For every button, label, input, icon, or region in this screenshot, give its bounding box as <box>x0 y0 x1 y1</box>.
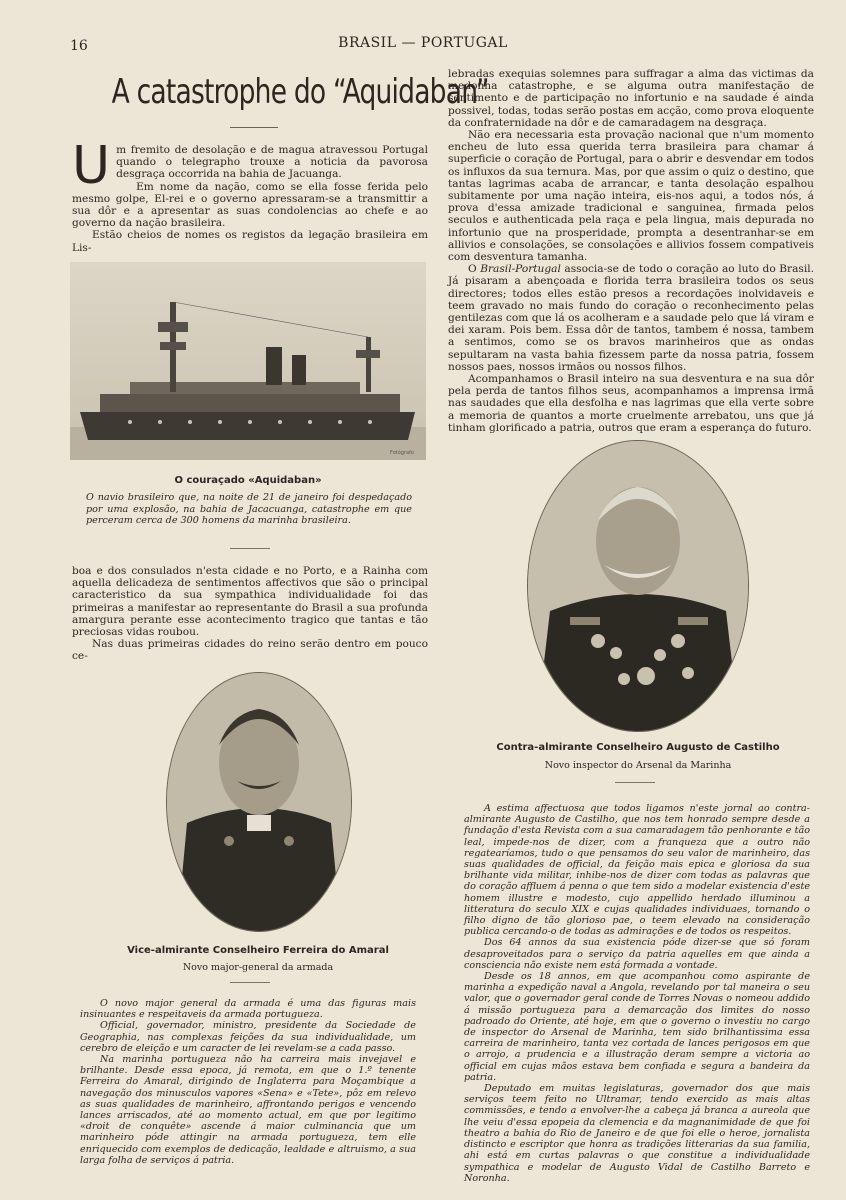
castilho-paragraph-4: Deputado em muitas legislaturas, governador dos que mais serviços teem feito no Ultramar, tendo exercido as mais altas commissões, e tendo a envolver-lhe a cabeça já branca a aureola que lhe veiu d'essa epopeia da clemencia e da magnanimidade de que foi theatro a bahia do Rio de Janeiro e de que foi elle o heroe, jornalista distincto e escriptor que honra as tradições litterarias da sua familia, ahi está em curtas palavras o que constitue a individualidade sympathica e modelar de Augusto Vidal de Castilho Barreto e Noronha. <box>464 1083 810 1184</box>
title-rule <box>230 127 278 128</box>
castilho-text <box>464 803 810 1184</box>
photographer-mark: Fotógrafo <box>390 450 414 456</box>
dropcap: U <box>72 136 111 196</box>
amaral-subcaption: Novo major-general da armada <box>182 962 334 973</box>
right-paragraph-3-start: O <box>468 263 481 276</box>
castilho-portrait <box>527 440 749 732</box>
intro-paragraph-3: Estão cheios de nomes os registos da legação brasileira em Lis- <box>72 229 428 254</box>
amaral-portrait <box>166 672 352 932</box>
castilho-paragraph-1: A estima affectuosa que todos ligamos n'este jornal ao contra-almirante Augusto de Castilho, que nos tem honrado sempre desde a fundação d'esta Revista com a sua camaradagem tão penhorante e tão leal, impede-nos de dizer, com a franqueza que a outro não regatearíamos, tudo o que pensamos do seu valor de marinheiro, das suas qualidades de official, da feição mais epica e gloriosa da sua brilhante vida militar, inhibe-nos de dizer com todas as palavras que do coração affluem á penna o que tem sido a modelar existencia d'este homem illustre e modesto, cujo appellido herdado illuminou a litteratura do seculo XIX e cujas qualidades individuaes, tornando o filho digno de tão glorioso pae, o teem elevado na consideração publica cercando-o de todas as admirações e de todos os respeitos. <box>464 803 810 938</box>
right-paragraph-1: lebradas exequias solemnes para suffragar a alma das victimas da medonha catastrophe, e se alguma outra manifestação de sentimento e de participação no infortunio e na saudade é ainda possivel, todas, todas serão postas em acção, como prova eloquente da confraternidade na dôr e de camaradagem na desgraça. <box>448 68 814 129</box>
ship-subcaption: O navio brasileiro que, na noite de 21 de janeiro foi despedaçado por uma explosão, na bahia de Jacacuanga, catastrophe em que perceram cerca de 300 homens da marinha brasileira. <box>86 492 412 526</box>
left-column-intro <box>72 136 428 254</box>
right-paragraph-2: Não era necessaria esta provação nacional que n'um momento encheu de luto essa querida terra brasileira para chamar á superficie o coração de Portugal, para o abrir e desvendar em todos os influxos da sua ternura. Mas, por que assim o quiz o destino, que tantas lagrimas acaba de arrancar, e tanta desolação espalhou subitamente por uma nação inteira, eis-nos aqui, a todos nós, á prova d'essa amizade tradicional e sanguinea, firmada pelos seculos e authenticada pela raça e pela lingua, mais depurada no infortunio que na prosperidade, prompta a desentranhar-se em allivios e consolações, se consolações e allivios fossem compativeis com desventura tamanha. <box>448 129 814 264</box>
separator-rule <box>230 548 270 549</box>
portrait-castilho-illustration <box>528 441 748 731</box>
left-column-continuation <box>72 565 428 663</box>
amaral-paragraph-3: Na marinha portugueza não ha carreira mais invejavel e brilhante. Desde essa epoca, já remota, em que o 1.º tenente Ferreira do Amaral, dirigindo de Inglaterra para Moçambique a navegação dos minusculos vapores «Sena» e «Tete», pôz em relevo as suas qualidades de marinheiro, affrontando perigos e vencendo lances arriscados, até ao momento actual, em que por legitimo «droit de conquête» ascende á maior culminancia que um marinheiro póde attingir na armada portugueza, tem elle enriquecido com exemplos de dedicação, lealdade e altruismo, a sua larga folha de serviços á patria. <box>80 1054 416 1166</box>
body-paragraph-5: Nas duas primeiras cidades do reino serão dentro em pouco ce- <box>72 638 428 663</box>
ship-caption: O couraçado «Aquidaban» <box>174 475 322 486</box>
body-paragraph-4: boa e dos consulados n'esta cidade e no Porto, e a Rainha com aquella delicadeza de sentimentos affectivos que são o principal caracteristico da sua sympathica individualidade foi das primeiras a manifestar ao representante do Brasil a sua profunda amargura perante esse acontecimento tragico que tantas e tão preciosas vidas roubou. <box>72 565 428 639</box>
right-paragraph-4: Acompanhamos o Brasil inteiro na sua desventura e na sua dôr pela perda de tantos filhos seus, acompanhamos a imprensa irmã nas saudades que ella desfolha e nas lagrimas que ella verte sobre a memoria de quantos a morte cruelmente arrebatou, uns que já tinham glorificado a patria, outros que eram a esperança do futuro. <box>448 373 814 434</box>
separator-rule-3 <box>615 782 655 783</box>
right-column-text <box>448 68 814 434</box>
amaral-paragraph-1: O novo major general da armada é uma das figuras mais insinuantes e respeitaveis da armada portugueza. <box>80 998 416 1021</box>
publication-name: Brasil-Portugal <box>480 263 561 276</box>
ship-illustration <box>70 262 426 460</box>
intro-paragraph-2: Em nome da nação, como se ella fosse ferida pelo mesmo golpe, El-rei e o governo apressaram-se a transmittir a sua dôr e a apresentar as suas condolencias ao chefe e ao governo da nação brasileira. <box>72 180 428 230</box>
amaral-caption: Vice-almirante Conselheiro Ferreira do Amaral <box>127 945 389 956</box>
publication-header: BRASIL — PORTUGAL <box>338 35 508 51</box>
castilho-paragraph-2: Dos 64 annos da sua existencia póde dizer-se que só foram desaproveitados para o serviço da patria aquelles em que ainda a consciencia não existe nem está formada a vontade. <box>464 937 810 971</box>
castilho-caption: Contra-almirante Conselheiro Augusto de Castilho <box>496 742 780 753</box>
right-paragraph-3-rest: associa-se de todo o coração ao luto do Brasil. Já pisaram a abençoada e florida terra brasileira todos os seus directores; todos elles estão presos a recordações inolvidaveis e teem gravado no mais fundo do coração o reconhecimento pelas gentilezas com que lá os acolheram e a saudade pelo que lá viram e dei xaram. Pois bem. Essa dôr de tantos, tambem é nossa, tambem a sentimos, como se os bravos marinheiros que as ondas sepultaram na vasta bahia fizessem parte da nossa patria, fossem nossos paes, nossos irmãos ou nossos filhos. <box>448 263 814 373</box>
amaral-paragraph-2: Official, governador, ministro, presidente da Sociedade de Geographia, nas complexas feições da sua individualidade, um cerebro de eleição e um caracter de lei revelam-se a cada passo. <box>80 1020 416 1054</box>
ship-photo <box>70 262 426 460</box>
article-title: A catastrophe do “Aquidaban” <box>111 72 489 112</box>
castilho-subcaption: Novo inspector do Arsenal da Marinha <box>544 760 732 771</box>
right-paragraph-3 <box>448 263 814 373</box>
page-number: 16 <box>70 38 88 54</box>
separator-rule-2 <box>230 982 270 983</box>
castilho-paragraph-3: Desde os 18 annos, em que acompanhou como aspirante de marinha a expedição naval a Angola, revelando por tal maneira o seu valor, que o governador geral conde de Torres Novas o nomeou addido á missão portugueza para a demarcação dos limites do nosso padroado do Oriente, até hoje, em que o governo o investiu no cargo de inspector do Arsenal de Marinha, tem sido brilhantissima essa carreira de marinheiro, tanta vez cortada de lances perigosos em que o arrojo, a prudencia e a illustração deram sempre a victoria ao official em cujas mãos estava bem confiada e segura a bandeira da patria. <box>464 971 810 1083</box>
intro-paragraph-1: m fremito de desolação e de magua atravessou Portugal quando o telegrapho trouxe a noticia da pavorosa desgraça occorrida na bahia de Jacuanga. <box>116 144 428 181</box>
portrait-amaral-illustration <box>167 673 351 931</box>
amaral-text <box>80 998 416 1166</box>
